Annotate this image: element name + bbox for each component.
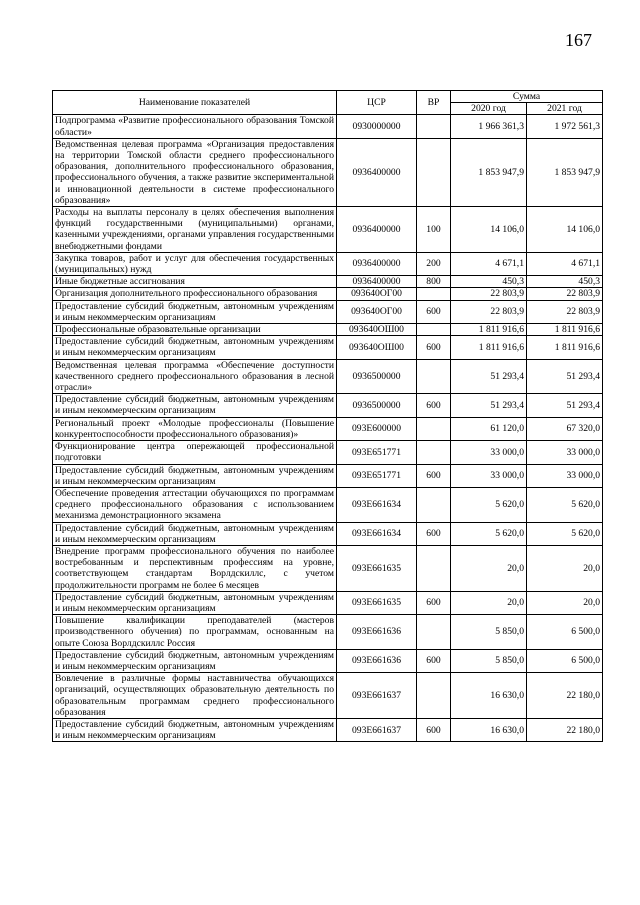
row-csr: 093E661637 [337,673,417,719]
row-sum-2020: 33 000,0 [451,464,527,487]
row-csr: 0936500000 [337,394,417,417]
row-sum-2020: 22 803,9 [451,300,527,323]
row-name: Повышение квалификации преподавателей (мастеров производственного обучения) по программам, основанным на опыте Союза Ворлдскиллс Россия [53,615,337,650]
row-csr: 0936400000 [337,276,417,288]
row-csr: 093E661635 [337,545,417,591]
row-name: Ведомственная целевая программа «Обеспечение доступности качественного среднего профессионального образования в лесной отрасли» [53,359,337,394]
row-sum-2021: 1 811 916,6 [527,324,603,336]
table-row [53,207,603,253]
row-csr: 093E661635 [337,591,417,614]
row-vr [417,487,451,522]
row-sum-2020: 5 850,0 [451,649,527,672]
row-sum-2020: 61 120,0 [451,417,527,440]
row-csr: 0936400000 [337,138,417,206]
row-sum-2021: 5 620,0 [527,487,603,522]
table-row [53,276,603,288]
page-number: 167 [565,30,592,50]
row-sum-2021: 1 811 916,6 [527,336,603,359]
row-sum-2020: 1 853 947,9 [451,138,527,206]
row-sum-2020: 51 293,4 [451,394,527,417]
row-name: Вовлечение в различные формы наставничества обучающихся организаций, осуществляющих образовательную деятельность по образовательным программам среднего профессионального образования [53,673,337,719]
table-row [53,545,603,591]
row-sum-2021: 1 853 947,9 [527,138,603,206]
row-sum-2021: 22 180,0 [527,673,603,719]
header-vr: ВР [417,91,451,115]
row-sum-2021: 22 803,9 [527,300,603,323]
row-name: Предоставление субсидий бюджетным, автономным учреждениям и иным некоммерческим организациям [53,522,337,545]
row-vr: 600 [417,336,451,359]
row-vr: 200 [417,252,451,275]
row-vr [417,359,451,394]
row-sum-2021: 22 803,9 [527,288,603,300]
table-row [53,115,603,138]
row-name: Закупка товаров, работ и услуг для обеспечения государственных (муниципальных) нужд [53,252,337,275]
row-csr: 093E661634 [337,522,417,545]
row-name: Профессиональные образовательные организации [53,324,337,336]
row-sum-2020: 1 966 361,3 [451,115,527,138]
table-row [53,718,603,741]
row-csr: 0936400000 [337,252,417,275]
row-name: Расходы на выплаты персоналу в целях обеспечения выполнения функций государственными (муниципальными) органами, казенными учреждениями, органами управления государственными внебюджетными фондами [53,207,337,253]
row-vr [417,615,451,650]
row-csr: 093E600000 [337,417,417,440]
row-vr [417,115,451,138]
row-sum-2021: 33 000,0 [527,441,603,464]
row-name: Предоставление субсидий бюджетным, автономным учреждениям и иным некоммерческим организациям [53,300,337,323]
table-row [53,649,603,672]
row-csr: 0936500000 [337,359,417,394]
table-row [53,673,603,719]
row-csr: 093E651771 [337,464,417,487]
header-2021: 2021 год [527,103,603,115]
header-2020: 2020 год [451,103,527,115]
row-name: Организация дополнительного профессионального образования [53,288,337,300]
row-sum-2020: 1 811 916,6 [451,336,527,359]
row-vr: 600 [417,394,451,417]
row-sum-2020: 22 803,9 [451,288,527,300]
row-sum-2020: 5 620,0 [451,487,527,522]
row-sum-2021: 20,0 [527,545,603,591]
table-row [53,417,603,440]
row-sum-2020: 51 293,4 [451,359,527,394]
row-sum-2020: 450,3 [451,276,527,288]
table-row [53,394,603,417]
row-vr: 600 [417,718,451,741]
row-vr [417,138,451,206]
row-name: Предоставление субсидий бюджетным, автономным учреждениям и иным некоммерческим организациям [53,718,337,741]
row-sum-2021: 450,3 [527,276,603,288]
row-vr: 600 [417,591,451,614]
row-sum-2020: 16 630,0 [451,718,527,741]
table-row [53,487,603,522]
table-row [53,288,603,300]
row-sum-2020: 20,0 [451,591,527,614]
row-csr: 093E661636 [337,649,417,672]
row-vr: 600 [417,300,451,323]
row-sum-2020: 5 620,0 [451,522,527,545]
row-name: Внедрение программ профессионального обучения по наиболее востребованным и перспективным профессиям на уровне, соответствующем стандартам Ворлдскиллс, с учетом продолжительности программ не более 6 месяцев [53,545,337,591]
row-csr: 093640ОГ00 [337,300,417,323]
row-csr: 093E661634 [337,487,417,522]
row-sum-2021: 14 106,0 [527,207,603,253]
row-vr [417,417,451,440]
row-sum-2021: 33 000,0 [527,464,603,487]
table-row [53,522,603,545]
row-sum-2021: 20,0 [527,591,603,614]
row-csr: 093640ОГ00 [337,288,417,300]
row-sum-2021: 5 620,0 [527,522,603,545]
row-sum-2021: 51 293,4 [527,359,603,394]
row-name: Предоставление субсидий бюджетным, автономным учреждениям и иным некоммерческим организациям [53,591,337,614]
row-name: Предоставление субсидий бюджетным, автономным учреждениям и иным некоммерческим организациям [53,649,337,672]
row-csr: 0936400000 [337,207,417,253]
row-csr: 093640ОШ00 [337,336,417,359]
table-row [53,252,603,275]
table-row [53,324,603,336]
row-vr [417,324,451,336]
row-sum-2021: 51 293,4 [527,394,603,417]
header-name: Наименование показателей [53,91,337,115]
row-sum-2021: 67 320,0 [527,417,603,440]
row-name: Иные бюджетные ассигнования [53,276,337,288]
row-name: Предоставление субсидий бюджетным, автономным учреждениям и иным некоммерческим организациям [53,464,337,487]
row-vr [417,673,451,719]
row-vr: 600 [417,522,451,545]
row-sum-2020: 16 630,0 [451,673,527,719]
row-csr: 0930000000 [337,115,417,138]
row-name: Подпрограмма «Развитие профессионального образования Томской области» [53,115,337,138]
row-sum-2020: 4 671,1 [451,252,527,275]
row-vr: 600 [417,464,451,487]
budget-table [52,90,603,742]
table-row [53,615,603,650]
table-row [53,336,603,359]
row-name: Ведомственная целевая программа «Организация предоставления на территории Томской области среднего профессионального образования, дополнительного профессионального образования, профессионального обучения, а также развитие экспериментальной и инновационной деятельности в системе профессионального образования» [53,138,337,206]
row-csr: 093E651771 [337,441,417,464]
header-sum: Сумма [451,91,603,103]
table-row [53,441,603,464]
row-sum-2020: 33 000,0 [451,441,527,464]
row-sum-2020: 14 106,0 [451,207,527,253]
table-row [53,138,603,206]
row-sum-2021: 1 972 561,3 [527,115,603,138]
row-sum-2020: 5 850,0 [451,615,527,650]
table-body [53,115,603,742]
row-csr: 093E661637 [337,718,417,741]
table-row [53,300,603,323]
row-vr: 600 [417,649,451,672]
row-sum-2021: 6 500,0 [527,649,603,672]
row-name: Предоставление субсидий бюджетным, автономным учреждениям и иным некоммерческим организациям [53,336,337,359]
row-vr: 100 [417,207,451,253]
row-name: Обеспечение проведения аттестации обучающихся по программам среднего профессионального образования с использованием механизма демонстрационного экзамена [53,487,337,522]
row-name: Предоставление субсидий бюджетным, автономным учреждениям и иным некоммерческим организациям [53,394,337,417]
row-sum-2021: 6 500,0 [527,615,603,650]
row-vr [417,441,451,464]
table-row [53,591,603,614]
row-vr [417,545,451,591]
row-sum-2020: 1 811 916,6 [451,324,527,336]
row-sum-2021: 4 671,1 [527,252,603,275]
table-row [53,464,603,487]
row-vr [417,288,451,300]
table-row [53,359,603,394]
row-sum-2020: 20,0 [451,545,527,591]
row-name: Функционирование центра опережающей профессиональной подготовки [53,441,337,464]
row-vr: 800 [417,276,451,288]
header-csr: ЦСР [337,91,417,115]
row-name: Региональный проект «Молодые профессионалы (Повышение конкурентоспособности профессионального образования)» [53,417,337,440]
row-sum-2021: 22 180,0 [527,718,603,741]
row-csr: 093E661636 [337,615,417,650]
row-csr: 093640ОШ00 [337,324,417,336]
